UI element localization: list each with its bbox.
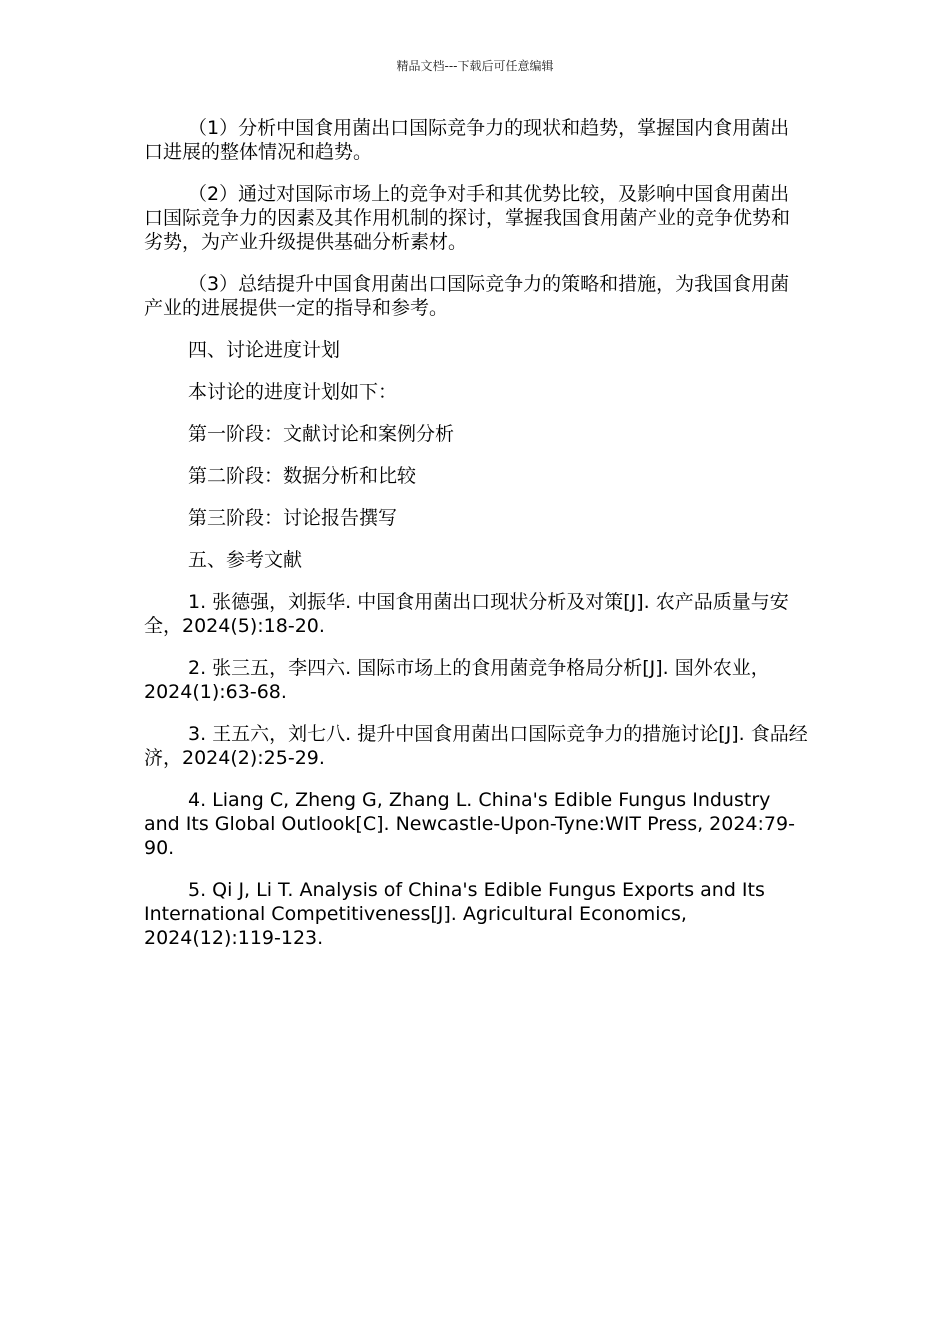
objective-paragraph-1: （1）分析中国食用菌出口国际竞争力的现状和趋势，掌握国内食用菌出口进展的整体情况和趋势。 — [144, 117, 790, 163]
reference-item-2: 2. 张三五，李四六. 国际市场上的食用菌竞争格局分析[J]. 国外农业，2024(1):63-68. — [144, 657, 770, 703]
references-heading: 五、参考文献 — [188, 549, 303, 571]
schedule-stage-3: 第三阶段：讨论报告撰写 — [188, 507, 398, 529]
objective-paragraph-3: （3）总结提升中国食用菌出口国际竞争力的策略和措施，为我国食用菌产业的进展提供一定的指导和参考。 — [144, 273, 790, 319]
page-header: 精品文档---下载后可任意编辑 — [396, 59, 554, 73]
reference-item-5: 5. Qi J, Li T. Analysis of China's Edible Fungus Exports and Its International Competitiveness[J]. Agricultural Economics, 2024(12):119-123. — [144, 879, 765, 949]
schedule-intro: 本讨论的进度计划如下： — [188, 381, 398, 403]
schedule-stage-2: 第二阶段：数据分析和比较 — [188, 465, 417, 487]
reference-item-3: 3. 王五六，刘七八. 提升中国食用菌出口国际竞争力的措施讨论[J]. 食品经济，2024(2):25-29. — [144, 723, 808, 769]
objective-paragraph-2: （2）通过对国际市场上的竞争对手和其优势比较，及影响中国食用菌出口国际竞争力的因素及其作用机制的探讨，掌握我国食用菌产业的竞争优势和劣势，为产业升级提供基础分析素材。 — [144, 183, 791, 253]
schedule-stage-1: 第一阶段：文献讨论和案例分析 — [188, 423, 455, 445]
reference-item-4: 4. Liang C, Zheng G, Zhang L. China's Edible Fungus Industry and Its Global Outlook[C]. Newcastle-Upon-Tyne:WIT Press, 2024:79-90. — [144, 789, 795, 859]
document-body — [144, 116, 808, 968]
reference-item-1: 1. 张德强，刘振华. 中国食用菌出口现状分析及对策[J]. 农产品质量与安全，2024(5):18-20. — [144, 591, 789, 637]
schedule-heading: 四、讨论进度计划 — [188, 339, 341, 361]
